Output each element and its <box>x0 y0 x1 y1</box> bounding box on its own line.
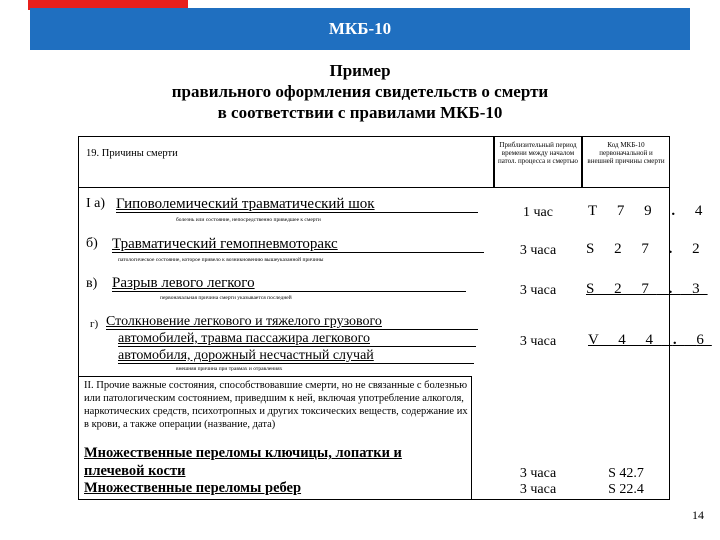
row-d-cause-2: автомобилей, травма пассажира легкового <box>118 331 370 346</box>
col-period-header: Приблизительный период времени между началом патол. процесса и смертью <box>494 136 582 188</box>
part2-code-1: S 42.7 <box>608 466 644 481</box>
heading-line-2: правильного оформления свидетельств о смерти <box>171 82 549 101</box>
row-a-code-last: 4 <box>694 203 711 219</box>
section-label: 19. Причины смерти <box>86 148 178 159</box>
row-d-label: г) <box>90 318 99 330</box>
row-b-code-main: S 2 7 <box>586 241 657 257</box>
row-c-cause: Разрыв левого легкого <box>112 275 255 291</box>
row-b-underline <box>112 252 484 253</box>
row-b-code-dot: . <box>668 241 681 257</box>
row-b-code <box>586 241 708 258</box>
row-b-hint: патологическое состояние, которое привело к возникновению вышеуказанной причины <box>118 257 324 263</box>
row-c-hint: первоначальная причина смерти указывается последней <box>160 295 292 301</box>
row-d-hint: внешняя причина при травмах и отравлениях <box>176 366 283 372</box>
heading-line-3: в соответствии с правилами МКБ-10 <box>217 103 503 122</box>
row-c-underline <box>112 291 466 292</box>
page-heading <box>0 60 720 123</box>
row-a-code-dot: . <box>671 203 684 219</box>
row-d-period: 3 часа <box>519 334 557 349</box>
row-d-code-main: V 4 4 <box>588 332 662 348</box>
page-number: 14 <box>692 508 704 522</box>
row-d-underline-1 <box>106 329 478 330</box>
header-bar <box>30 8 690 50</box>
row-a-label: I а) <box>86 196 106 211</box>
row-c-code <box>586 281 708 298</box>
row-c-period: 3 часа <box>519 283 557 298</box>
row-c-code-last: 3 <box>692 281 708 297</box>
row-b-code-last: 2 <box>692 241 708 257</box>
row-a-cause: Гиповолемический травматический шок <box>116 196 375 212</box>
row-a-underline <box>116 212 478 213</box>
row-c-code-dot: . <box>668 281 681 297</box>
row-d-underline-2 <box>118 346 476 347</box>
row-a-code <box>588 203 710 220</box>
part2-cause-3: Множественные переломы ребер <box>84 480 302 496</box>
row-c-label: в) <box>86 276 98 291</box>
header-title: МКБ-10 <box>328 19 392 38</box>
row-d-underline-3 <box>118 363 474 364</box>
row-d-code-last: 6 <box>696 332 712 348</box>
row-b-cause: Травматический гемопневмоторакс <box>112 236 338 252</box>
row-d-cause-3: автомобиля, дорожный несчастный случай <box>118 348 374 363</box>
row-b-label: б) <box>86 236 98 251</box>
part2-period-1: 3 часа <box>519 466 557 481</box>
row-a-code-main: Т 7 9 <box>588 203 660 219</box>
row-d-code-dot: . <box>672 332 685 348</box>
part2-cause-1: Множественные переломы ключицы, лопатки и <box>84 445 402 461</box>
part2-code-2: S 22.4 <box>608 482 644 497</box>
row-b-period: 3 часа <box>519 243 557 258</box>
col-code-header: Код МКБ-10 первоначальной и внешней причины смерти <box>582 136 670 188</box>
row-a-hint: болезнь или состояние, непосредственно приведшее к смерти <box>176 217 321 223</box>
part2-period-2: 3 часа <box>519 482 557 497</box>
heading-line-1: Пример <box>329 61 391 80</box>
row-d-code <box>588 332 712 349</box>
form-header-left <box>78 136 494 188</box>
row-a-period: 1 час <box>523 205 553 220</box>
part2-text: II. Прочие важные состояния, способствовавшие смерти, но не связанные с болезнью или патологическим состоянием, приведшим к ней, включая употребление алкоголя, наркотических средств, психотропных и других токсических веществ, содержание их в крови, а также операции (название, дата) <box>84 380 468 430</box>
row-c-code-main: S 2 7 <box>586 281 657 297</box>
row-d-cause-1: Столкновение легкового и тяжелого грузового <box>106 314 382 329</box>
part2-cause-2: плечевой кости <box>84 463 186 479</box>
